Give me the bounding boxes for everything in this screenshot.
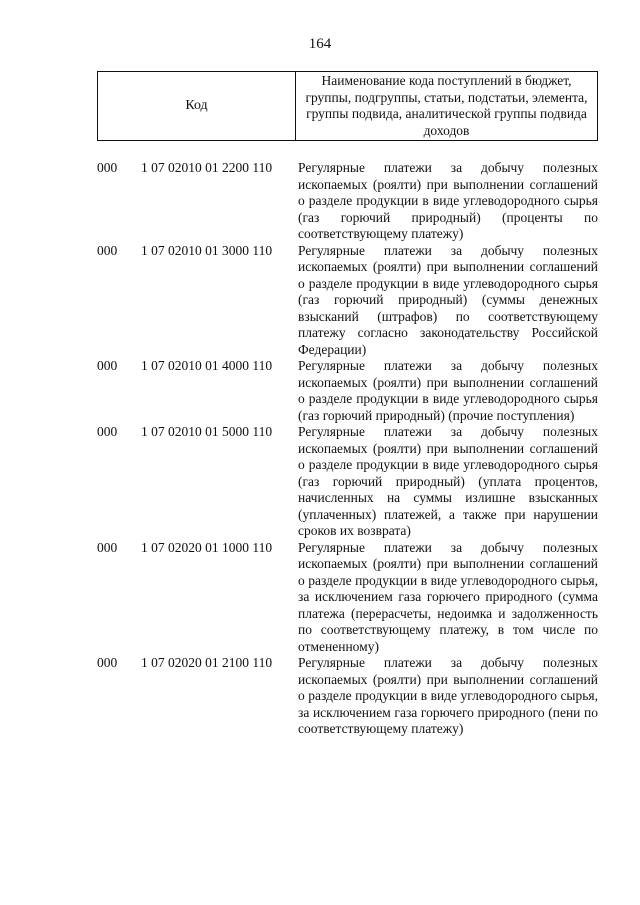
admin-code: 000 xyxy=(97,539,118,555)
table-row xyxy=(97,160,598,243)
revenue-code: 1 07 02010 01 5000 110 xyxy=(141,424,273,439)
revenue-code: 1 07 02020 01 1000 110 xyxy=(141,539,273,555)
admin-code: 000 xyxy=(97,358,118,373)
revenue-code: 1 07 02020 01 2100 110 xyxy=(141,655,273,670)
revenue-name: Регулярные платежи за добычу полезных ископаемых (роялти) при выполнении соглашений о разделе продукции в виде углеводородного сырья (газ горючий природный) (уплата процентов, начисленных на суммы излишне взысканных (уплаченных) платежей, а также при нарушении сроков их возврата) xyxy=(298,424,598,538)
revenue-code: 1 07 02010 01 3000 110 xyxy=(141,242,273,258)
revenue-name: Регулярные платежи за добычу полезных ископаемых (роялти) при выполнении соглашений о разделе продукции в виде углеводородного сырья, за исключением газа горючего природного (сумма платежа (перерасчеты, недоимка и задолженность по соответствующему платежу, в том числе по отмененному) xyxy=(298,539,598,654)
table-header xyxy=(97,71,598,141)
table-row xyxy=(97,655,598,738)
table-row xyxy=(97,424,598,540)
header-name-column: Наименование кода поступлений в бюджет, группы, подгруппы, статьи, подстатьи, элемента, группы подвида, аналитической группы подвида доходов xyxy=(305,73,588,138)
admin-code: 000 xyxy=(97,242,118,258)
revenue-name: Регулярные платежи за добычу полезных ископаемых (роялти) при выполнении соглашений о разделе продукции в виде углеводородного сырья (газ горючий природный) (суммы денежных взысканий (штрафов) по соответствующему платежу согласно законодательству Российской Федерации) xyxy=(298,242,598,357)
admin-code: 000 xyxy=(97,160,118,175)
page-number: 164 xyxy=(308,36,332,52)
table-body xyxy=(97,160,598,738)
table-row xyxy=(97,540,598,656)
revenue-code: 1 07 02010 01 4000 110 xyxy=(141,358,273,373)
revenue-code: 1 07 02010 01 2200 110 xyxy=(141,160,273,175)
revenue-name: Регулярные платежи за добычу полезных ископаемых (роялти) при выполнении соглашений о разделе продукции в виде углеводородного сырья (газ горючий природный) (прочие поступления) xyxy=(298,358,598,423)
table-row xyxy=(97,358,598,424)
revenue-name: Регулярные платежи за добычу полезных ископаемых (роялти) при выполнении соглашений о разделе продукции в виде углеводородного сырья (газ горючий природный) (проценты по соответствующему платежу) xyxy=(298,160,598,241)
admin-code: 000 xyxy=(97,424,118,439)
admin-code: 000 xyxy=(97,655,118,670)
revenue-name: Регулярные платежи за добычу полезных ископаемых (роялти) при выполнении соглашений о разделе продукции в виде углеводородного сырья, за исключением газа горючего природного (пени по соответствующему платежу) xyxy=(298,655,598,736)
header-code-column: Код xyxy=(98,72,296,140)
table-row xyxy=(97,243,598,359)
